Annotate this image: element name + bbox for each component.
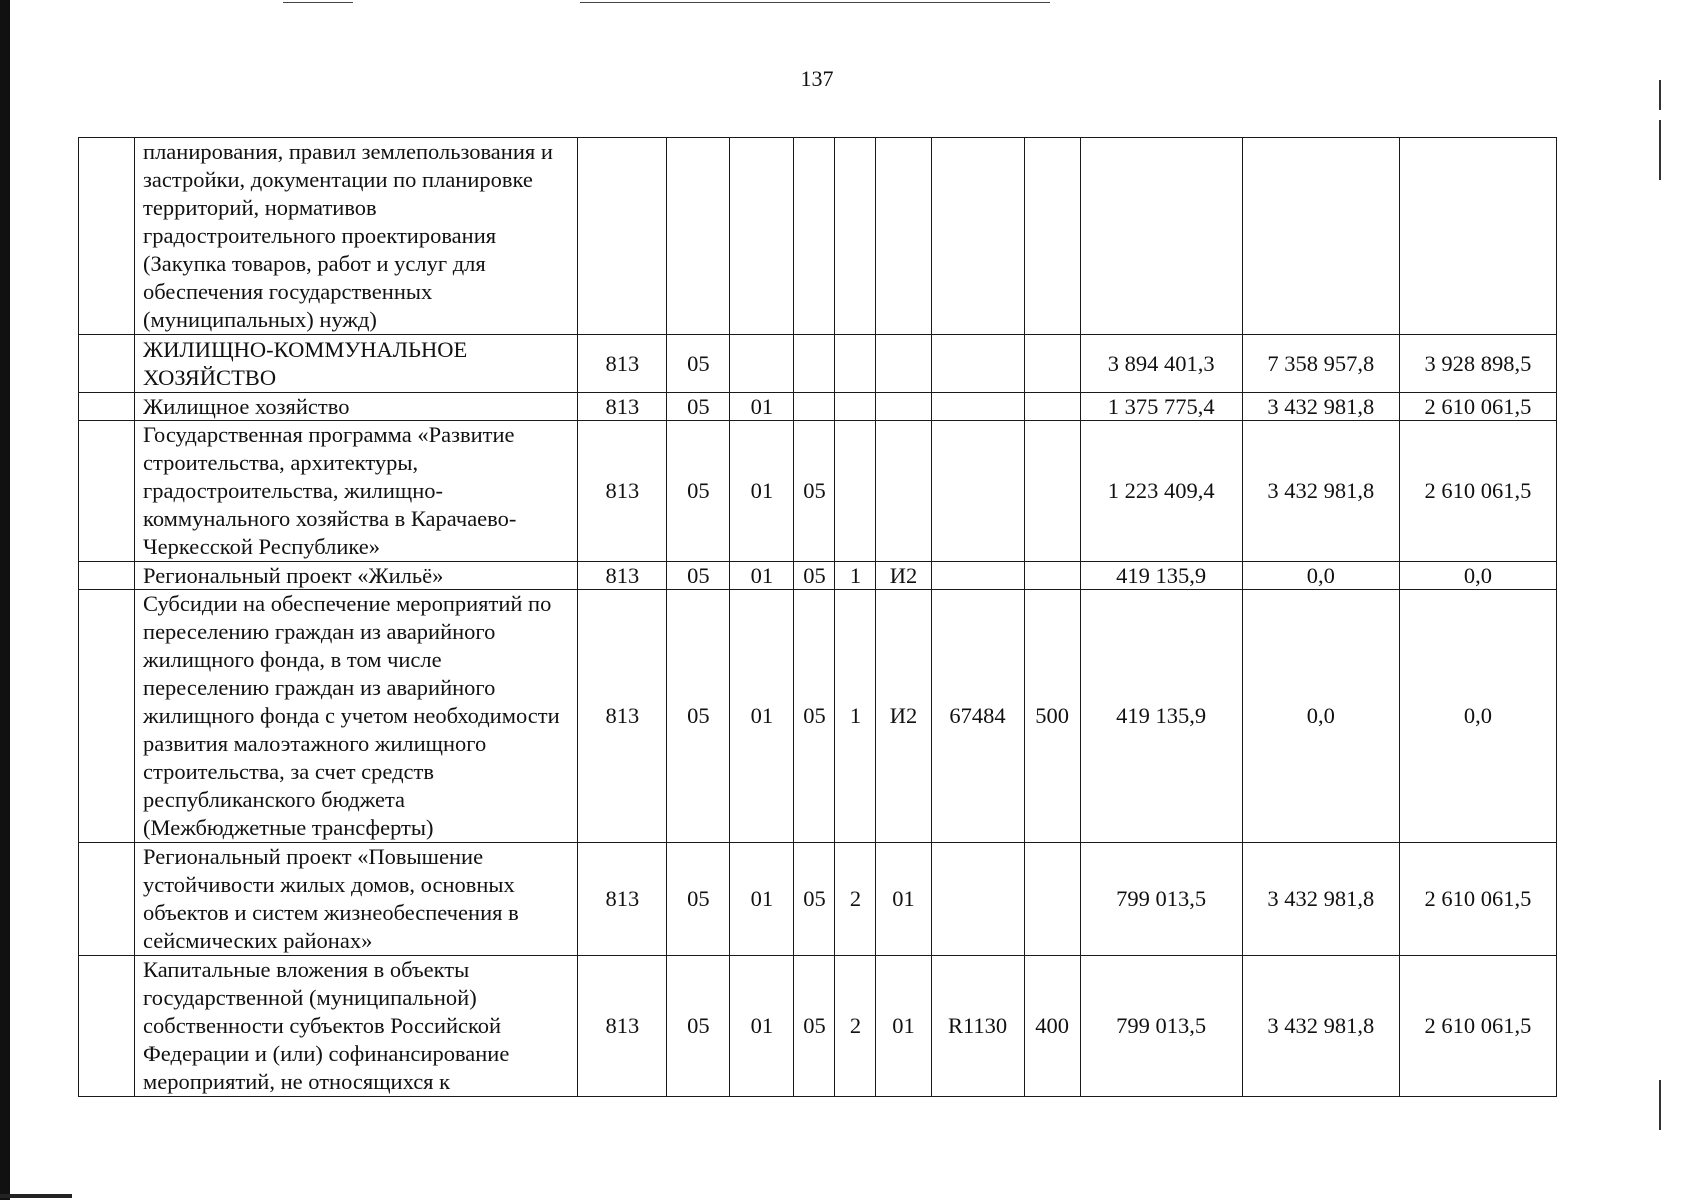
pr-cell: 01: [730, 956, 794, 1097]
subprogram-cell: 2: [835, 843, 876, 956]
amount-year1-cell: 419 135,9: [1080, 562, 1242, 590]
table-row: [79, 393, 1557, 421]
expense-type-cell: [1024, 393, 1080, 421]
page-number: 137: [800, 66, 834, 91]
subprogram-cell: 2: [835, 956, 876, 1097]
row-name: ЖИЛИЩНО-КОММУНАЛЬНОЕ ХОЗЯЙСТВО: [135, 335, 578, 393]
amount-year3-cell: 2 610 061,5: [1399, 393, 1556, 421]
rz-cell: 05: [667, 843, 730, 956]
scan-artifact-dash: [1659, 1080, 1661, 1130]
row-name: Субсидии на обеспечение мероприятий по переселению граждан из аварийного жилищного фонда, в том числе переселению граждан из аварийного жилищного фонда с учетом необходимости развития малоэтажного жилищного строительства, за счет средств республиканского бюджета (Межбюджетные трансферты): [135, 590, 578, 843]
row-index-cell: [79, 335, 135, 393]
amount-year2-cell: 3 432 981,8: [1242, 843, 1399, 956]
pr-cell: [730, 138, 794, 335]
table-row: [79, 335, 1557, 393]
table-row: [79, 590, 1557, 843]
ved-cell: 813: [578, 956, 667, 1097]
rz-cell: [667, 138, 730, 335]
program-cell: [794, 393, 835, 421]
row-index-cell: [79, 843, 135, 956]
amount-year1-cell: 1 223 409,4: [1080, 421, 1242, 562]
direction-cell: 67484: [931, 590, 1024, 843]
direction-cell: [931, 562, 1024, 590]
ved-cell: 813: [578, 335, 667, 393]
scan-artifact-bar: [0, 1194, 72, 1198]
subprogram-cell: [835, 421, 876, 562]
direction-cell: [931, 393, 1024, 421]
amount-year1-cell: 799 013,5: [1080, 843, 1242, 956]
scan-artifact-line: [580, 2, 1050, 3]
project-cell: И2: [876, 590, 931, 843]
amount-year3-cell: [1399, 138, 1556, 335]
ved-cell: [578, 138, 667, 335]
expense-type-cell: [1024, 421, 1080, 562]
ved-cell: 813: [578, 421, 667, 562]
amount-year2-cell: [1242, 138, 1399, 335]
amount-year2-cell: 3 432 981,8: [1242, 393, 1399, 421]
amount-year3-cell: 0,0: [1399, 590, 1556, 843]
rz-cell: 05: [667, 590, 730, 843]
program-cell: 05: [794, 562, 835, 590]
table-row: [79, 562, 1557, 590]
pr-cell: 01: [730, 590, 794, 843]
expense-type-cell: 400: [1024, 956, 1080, 1097]
row-name: Жилищное хозяйство: [135, 393, 578, 421]
program-cell: 05: [794, 421, 835, 562]
table-row: [79, 843, 1557, 956]
rz-cell: 05: [667, 421, 730, 562]
expense-type-cell: [1024, 138, 1080, 335]
table-row: [79, 956, 1557, 1097]
amount-year3-cell: 2 610 061,5: [1399, 956, 1556, 1097]
expense-type-cell: [1024, 335, 1080, 393]
pr-cell: 01: [730, 562, 794, 590]
direction-cell: [931, 421, 1024, 562]
rz-cell: 05: [667, 956, 730, 1097]
amount-year3-cell: 2 610 061,5: [1399, 843, 1556, 956]
row-index-cell: [79, 393, 135, 421]
direction-cell: [931, 843, 1024, 956]
table-row: [79, 421, 1557, 562]
amount-year1-cell: 799 013,5: [1080, 956, 1242, 1097]
rz-cell: 05: [667, 335, 730, 393]
direction-cell: [931, 335, 1024, 393]
amount-year3-cell: 2 610 061,5: [1399, 421, 1556, 562]
scan-artifact-line: [283, 2, 353, 3]
amount-year2-cell: 0,0: [1242, 590, 1399, 843]
scan-artifact-dash: [1659, 80, 1661, 110]
amount-year1-cell: [1080, 138, 1242, 335]
program-cell: 05: [794, 843, 835, 956]
expense-type-cell: 500: [1024, 590, 1080, 843]
budget-table: [78, 137, 1557, 1097]
ved-cell: 813: [578, 843, 667, 956]
row-name: Региональный проект «Жильё»: [135, 562, 578, 590]
row-name: Государственная программа «Развитие строительства, архитектуры, градостроительства, жилищно-коммунального хозяйства в Карачаево-Черкесской Республике»: [135, 421, 578, 562]
amount-year2-cell: 3 432 981,8: [1242, 421, 1399, 562]
row-name: Региональный проект «Повышение устойчивости жилых домов, основных объектов и систем жизнеобеспечения в сейсмических районах»: [135, 843, 578, 956]
direction-cell: [931, 138, 1024, 335]
row-index-cell: [79, 590, 135, 843]
program-cell: [794, 138, 835, 335]
row-index-cell: [79, 956, 135, 1097]
pr-cell: 01: [730, 843, 794, 956]
project-cell: 01: [876, 843, 931, 956]
amount-year3-cell: 0,0: [1399, 562, 1556, 590]
subprogram-cell: [835, 393, 876, 421]
ved-cell: 813: [578, 562, 667, 590]
direction-cell: R1130: [931, 956, 1024, 1097]
amount-year2-cell: 7 358 957,8: [1242, 335, 1399, 393]
subprogram-cell: 1: [835, 562, 876, 590]
pr-cell: [730, 335, 794, 393]
row-index-cell: [79, 138, 135, 335]
pr-cell: 01: [730, 421, 794, 562]
amount-year3-cell: 3 928 898,5: [1399, 335, 1556, 393]
project-cell: [876, 138, 931, 335]
scan-artifact-dash: [1659, 120, 1661, 180]
row-index-cell: [79, 562, 135, 590]
amount-year1-cell: 1 375 775,4: [1080, 393, 1242, 421]
amount-year1-cell: 3 894 401,3: [1080, 335, 1242, 393]
rz-cell: 05: [667, 393, 730, 421]
amount-year2-cell: 3 432 981,8: [1242, 956, 1399, 1097]
row-name: планирования, правил землепользования и застройки, документации по планировке территорий, нормативов градостроительного проектирования (Закупка товаров, работ и услуг для обеспечения государственных (муниципальных) нужд): [135, 138, 578, 335]
scan-left-edge: [0, 0, 10, 1200]
expense-type-cell: [1024, 843, 1080, 956]
expense-type-cell: [1024, 562, 1080, 590]
row-name: Капитальные вложения в объекты государственной (муниципальной) собственности субъектов Российской Федерации и (или) софинансирование мероприятий, не относящихся к: [135, 956, 578, 1097]
project-cell: [876, 393, 931, 421]
project-cell: [876, 421, 931, 562]
program-cell: 05: [794, 956, 835, 1097]
project-cell: И2: [876, 562, 931, 590]
program-cell: 05: [794, 590, 835, 843]
subprogram-cell: [835, 335, 876, 393]
pr-cell: 01: [730, 393, 794, 421]
program-cell: [794, 335, 835, 393]
table-row: [79, 138, 1557, 335]
subprogram-cell: [835, 138, 876, 335]
rz-cell: 05: [667, 562, 730, 590]
row-index-cell: [79, 421, 135, 562]
amount-year1-cell: 419 135,9: [1080, 590, 1242, 843]
project-cell: 01: [876, 956, 931, 1097]
subprogram-cell: 1: [835, 590, 876, 843]
amount-year2-cell: 0,0: [1242, 562, 1399, 590]
ved-cell: 813: [578, 393, 667, 421]
project-cell: [876, 335, 931, 393]
ved-cell: 813: [578, 590, 667, 843]
